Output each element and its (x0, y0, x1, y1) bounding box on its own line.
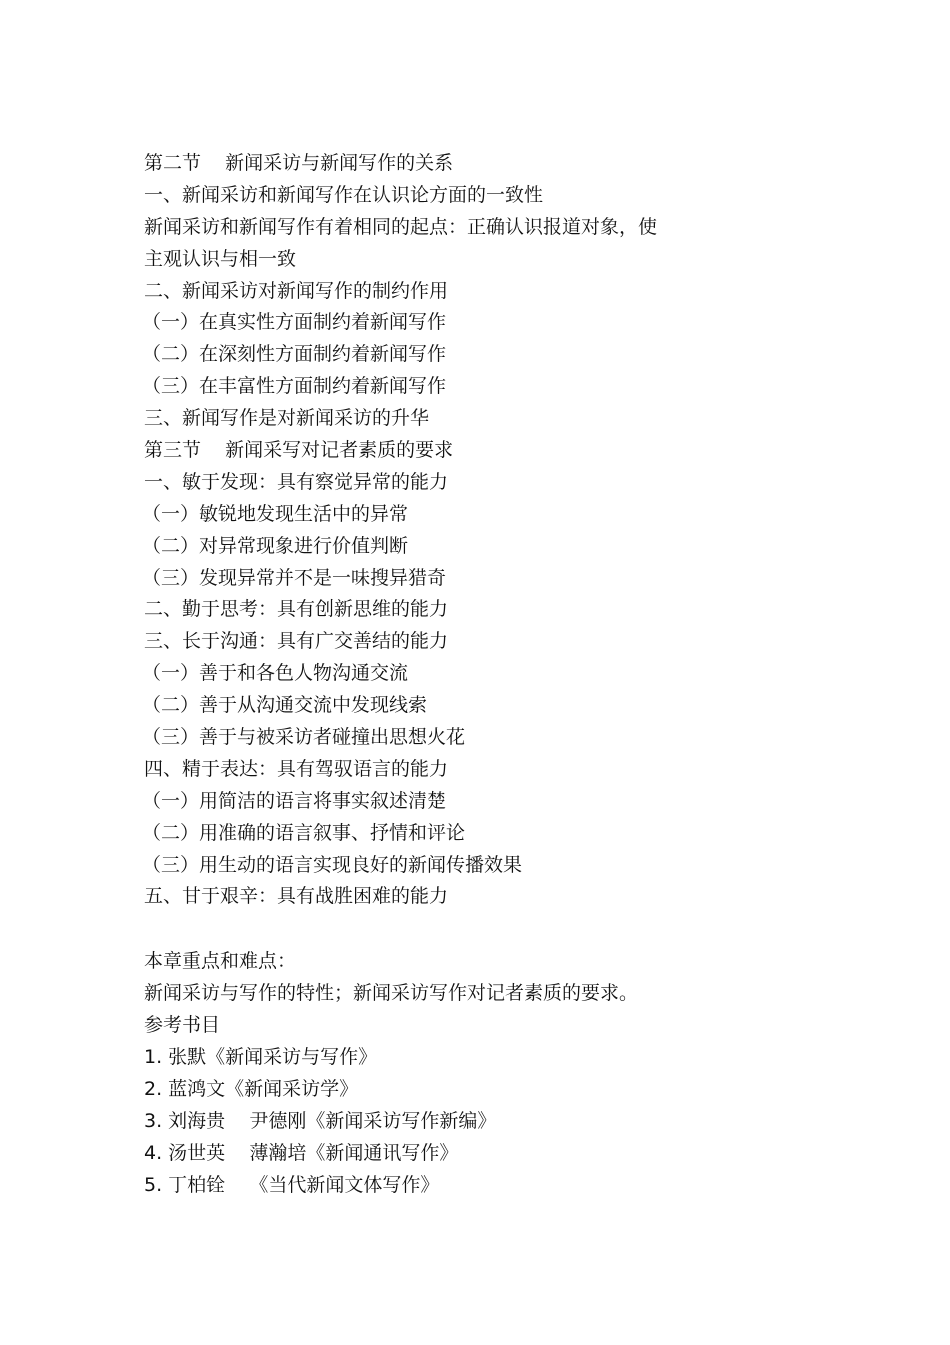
section-3-heading-2: 二、勤于思考：具有创新思维的能力 (144, 598, 449, 621)
reference-item: 3. 刘海贵 尹德刚《新闻采访写作新编》 (144, 1110, 497, 1133)
reference-item: 2. 蓝鸿文《新闻采访学》 (144, 1078, 359, 1101)
section-2-title: 第二节 新闻采访与新闻写作的关系 (144, 152, 454, 174)
section-3-heading-4: 四、精于表达：具有驾驭语言的能力 (144, 757, 449, 780)
section-3-item: （二）用准确的语言叙事、抒情和评论 (142, 821, 466, 844)
section-2-heading-2: 二、新闻采访对新闻写作的制约作用 (144, 279, 449, 302)
section-3-item: （一）敏锐地发现生活中的异常 (142, 502, 409, 525)
section-3-heading-5: 五、甘于艰辛：具有战胜困难的能力 (144, 885, 449, 908)
document-page (144, 148, 864, 1201)
section-3-item: （二）善于从沟通交流中发现线索 (142, 694, 428, 717)
blank-line (144, 913, 864, 945)
section-2-heading-1: 一、新闻采访和新闻写作在认识论方面的一致性 (144, 183, 544, 206)
section-2-paragraph-line-2: 主观认识与相一致 (144, 247, 297, 270)
reference-item: 5. 丁柏铨 《当代新闻文体写作》 (144, 1174, 440, 1197)
section-3-heading-3: 三、长于沟通：具有广交善结的能力 (144, 630, 449, 653)
section-3-item: （三）善于与被采访者碰撞出思想火花 (142, 726, 466, 749)
section-2-heading-3: 三、新闻写作是对新闻采访的升华 (144, 407, 430, 430)
section-3-heading-1: 一、敏于发现：具有察觉异常的能力 (144, 470, 449, 493)
reference-item: 4. 汤世英 薄瀚培《新闻通讯写作》 (144, 1142, 459, 1165)
section-3-item: （二）对异常现象进行价值判断 (142, 534, 409, 557)
section-3-item: （三）用生动的语言实现良好的新闻传播效果 (142, 853, 523, 876)
reference-item: 1. 张默《新闻采访与写作》 (144, 1046, 378, 1069)
section-3-title: 第三节 新闻采写对记者素质的要求 (144, 439, 454, 462)
section-2-item: （三）在丰富性方面制约着新闻写作 (142, 375, 447, 398)
section-2-item: （二）在深刻性方面制约着新闻写作 (142, 343, 447, 366)
section-2-paragraph-line-1: 新闻采访和新闻写作有着相同的起点：正确认识报道对象，使 (144, 215, 658, 238)
section-3-item: （一）善于和各色人物沟通交流 (142, 662, 409, 685)
references-label: 参考书目 (144, 1014, 221, 1037)
summary-text: 新闻采访与写作的特性；新闻采访写作对记者素质的要求。 (144, 982, 639, 1005)
section-3-item: （三）发现异常并不是一味搜异猎奇 (142, 566, 447, 589)
section-2-item: （一）在真实性方面制约着新闻写作 (142, 311, 447, 334)
summary-label: 本章重点和难点： (144, 950, 297, 973)
section-3-item: （一）用简洁的语言将事实叙述清楚 (142, 789, 447, 812)
